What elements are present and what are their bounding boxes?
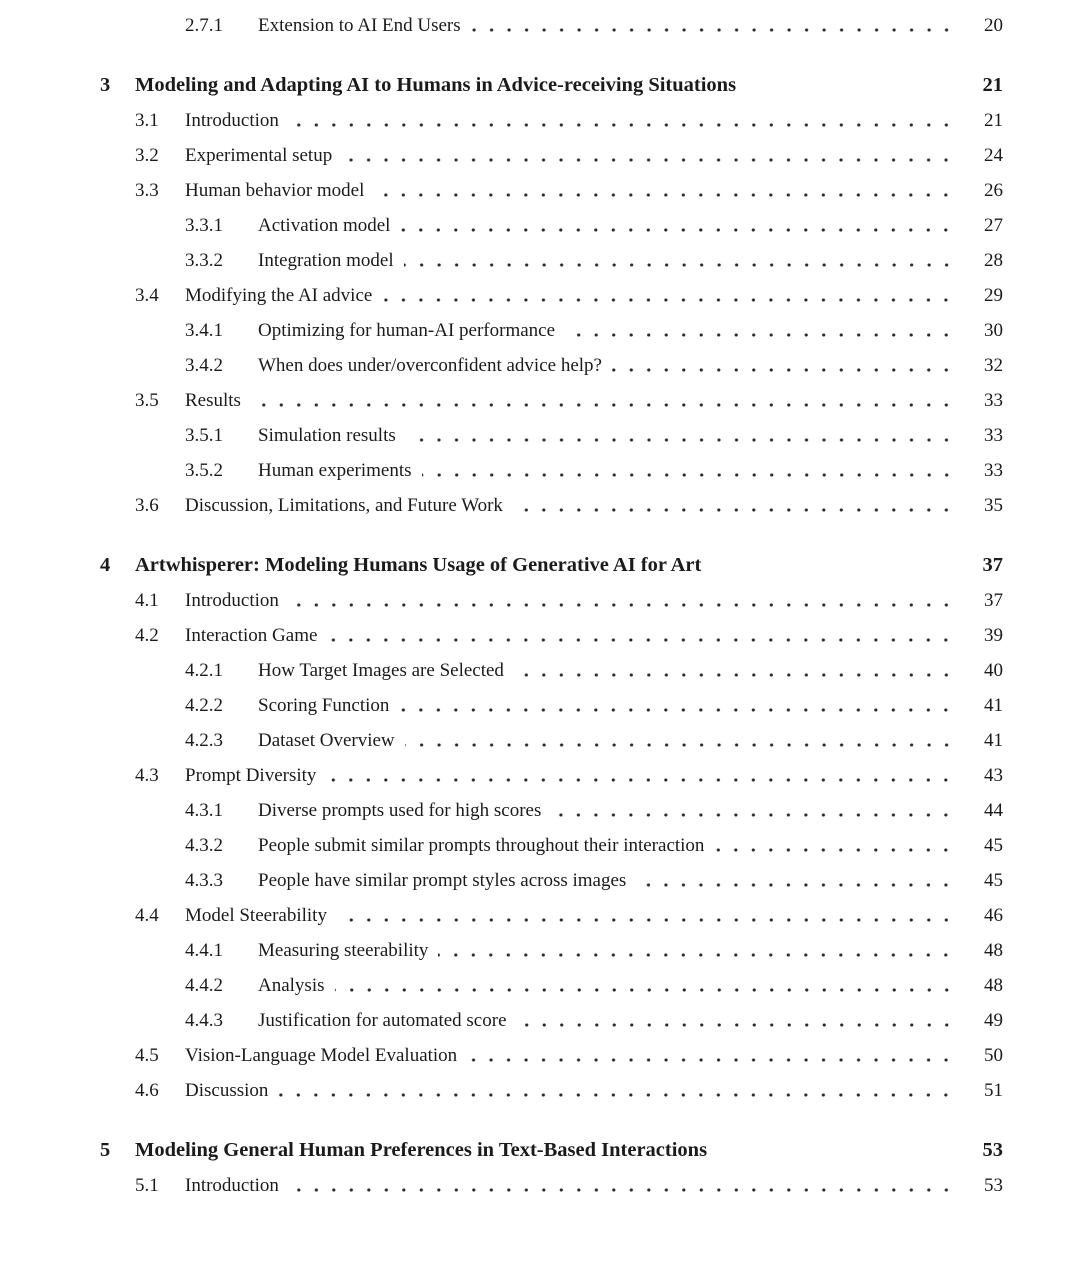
toc-entry xyxy=(100,583,1003,618)
dot-leader xyxy=(326,778,955,782)
entry-title: Measuring steerability xyxy=(258,940,429,961)
entry-title: Model Steerability xyxy=(185,905,327,926)
toc-entry xyxy=(100,933,1003,968)
dot-leader xyxy=(289,123,955,127)
entry-page: 30 xyxy=(984,320,1003,341)
entry-page: 40 xyxy=(984,660,1003,681)
entry-title: Dataset Overview xyxy=(258,730,395,751)
entry-page: 33 xyxy=(984,425,1003,446)
toc-entry xyxy=(100,418,1003,453)
entry-page: 33 xyxy=(984,460,1003,481)
dot-leader xyxy=(714,848,955,852)
entry-number: 4.3.1 xyxy=(185,800,223,821)
toc-entry xyxy=(100,758,1003,793)
entry-title: Modeling General Human Preferences in Text-Based Interactions xyxy=(135,1139,708,1161)
entry-title: Scoring Function xyxy=(258,695,390,716)
dot-leader xyxy=(565,333,955,337)
toc-entry xyxy=(100,898,1003,933)
entry-number: 3.3.1 xyxy=(185,215,223,236)
entry-page: 37 xyxy=(984,590,1003,611)
toc-entry xyxy=(100,723,1003,758)
entry-page: 39 xyxy=(984,625,1003,646)
toc-entry xyxy=(100,383,1003,418)
toc-entry xyxy=(100,348,1003,383)
entry-number: 4.1 xyxy=(135,590,159,611)
entry-number: 4 xyxy=(100,554,111,576)
toc-entry xyxy=(100,173,1003,208)
entry-page: 37 xyxy=(982,554,1003,576)
entry-number: 5.1 xyxy=(135,1175,159,1196)
dot-leader xyxy=(289,603,955,607)
entry-title: People have similar prompt styles across images xyxy=(258,870,627,891)
entry-title: Experimental setup xyxy=(185,145,333,166)
toc-entry xyxy=(100,688,1003,723)
toc-entry xyxy=(100,548,1003,583)
dot-leader xyxy=(374,193,955,197)
entry-number: 3.1 xyxy=(135,110,159,131)
entry-title: Introduction xyxy=(185,1175,279,1196)
entry-page: 33 xyxy=(984,390,1003,411)
entry-title: Activation model xyxy=(258,215,391,236)
toc-entry xyxy=(100,618,1003,653)
entry-page: 53 xyxy=(982,1139,1003,1161)
entry-title: Simulation results xyxy=(258,425,396,446)
entry-title: Integration model xyxy=(258,250,394,271)
entry-page: 20 xyxy=(984,15,1003,36)
dot-leader xyxy=(327,638,955,642)
entry-title: Introduction xyxy=(185,590,279,611)
entry-number: 3 xyxy=(100,74,111,96)
entry-page: 48 xyxy=(984,975,1003,996)
entry-number: 3.5.1 xyxy=(185,425,223,446)
entry-title: Interaction Game xyxy=(185,625,318,646)
entry-number: 4.4 xyxy=(135,905,159,926)
dot-leader xyxy=(289,1188,955,1192)
entry-title: Discussion, Limitations, and Future Work xyxy=(185,495,503,516)
entry-title: How Target Images are Selected xyxy=(258,660,504,681)
entry-page: 53 xyxy=(984,1175,1003,1196)
entry-title: Analysis xyxy=(258,975,325,996)
dot-leader xyxy=(636,883,955,887)
entry-title: Discussion xyxy=(185,1080,269,1101)
toc-entry xyxy=(100,828,1003,863)
toc-entry xyxy=(100,1168,1003,1203)
dot-leader xyxy=(517,1023,955,1027)
entry-number: 3.4.2 xyxy=(185,355,223,376)
entry-title: Results xyxy=(185,390,241,411)
toc-entry xyxy=(100,1133,1003,1168)
entry-number: 4.3.2 xyxy=(185,835,223,856)
entry-page: 45 xyxy=(984,835,1003,856)
entry-title: Diverse prompts used for high scores xyxy=(258,800,542,821)
dot-leader xyxy=(251,403,955,407)
entry-page: 45 xyxy=(984,870,1003,891)
entry-page: 32 xyxy=(984,355,1003,376)
entry-title: Human behavior model xyxy=(185,180,365,201)
entry-title: Vision-Language Model Evaluation xyxy=(185,1045,458,1066)
entry-title: Artwhisperer: Modeling Humans Usage of Generative AI for Art xyxy=(135,554,702,576)
entry-page: 35 xyxy=(984,495,1003,516)
toc-entry xyxy=(100,243,1003,278)
entry-number: 3.6 xyxy=(135,495,159,516)
toc-entry xyxy=(100,453,1003,488)
entry-title: When does under/overconfident advice help? xyxy=(258,355,602,376)
toc-entry xyxy=(100,1038,1003,1073)
entry-page: 21 xyxy=(982,74,1003,96)
toc-entry xyxy=(100,68,1003,103)
dot-leader xyxy=(514,673,955,677)
entry-page: 28 xyxy=(984,250,1003,271)
toc-entry xyxy=(100,653,1003,688)
entry-page: 26 xyxy=(984,180,1003,201)
dot-leader xyxy=(551,813,955,817)
toc-entry xyxy=(100,1003,1003,1038)
entry-title: Extension to AI End Users xyxy=(258,15,461,36)
entry-title: Prompt Diversity xyxy=(185,765,317,786)
toc-entry xyxy=(100,793,1003,828)
entry-title: Modifying the AI advice xyxy=(185,285,373,306)
entry-number: 3.3.2 xyxy=(185,250,223,271)
dot-leader xyxy=(422,473,955,477)
entry-number: 4.2.3 xyxy=(185,730,223,751)
entry-page: 41 xyxy=(984,730,1003,751)
toc-entry xyxy=(100,1073,1003,1108)
entry-page: 43 xyxy=(984,765,1003,786)
entry-number: 4.4.2 xyxy=(185,975,223,996)
dot-leader xyxy=(438,953,955,957)
dot-leader xyxy=(404,263,955,267)
toc-entry xyxy=(100,863,1003,898)
entry-page: 51 xyxy=(984,1080,1003,1101)
entry-number: 4.2 xyxy=(135,625,159,646)
entry-title: People submit similar prompts throughout their interaction xyxy=(258,835,705,856)
entry-number: 4.3.3 xyxy=(185,870,223,891)
entry-number: 4.4.1 xyxy=(185,940,223,961)
dot-leader xyxy=(400,228,955,232)
dot-leader xyxy=(717,1153,955,1157)
entry-number: 4.6 xyxy=(135,1080,159,1101)
entry-page: 48 xyxy=(984,940,1003,961)
dot-leader xyxy=(382,298,955,302)
dot-leader xyxy=(337,918,955,922)
dot-leader xyxy=(746,88,955,92)
toc-entry xyxy=(100,8,1003,43)
entry-page: 41 xyxy=(984,695,1003,716)
toc-entry xyxy=(100,103,1003,138)
dot-leader xyxy=(335,988,956,992)
entry-number: 4.2.2 xyxy=(185,695,223,716)
entry-number: 4.3 xyxy=(135,765,159,786)
toc-entry xyxy=(100,208,1003,243)
dot-leader xyxy=(467,1058,955,1062)
dot-leader xyxy=(612,368,955,372)
entry-number: 2.7.1 xyxy=(185,15,223,36)
dot-leader xyxy=(399,708,955,712)
dot-leader xyxy=(406,438,955,442)
entry-title: Justification for automated score xyxy=(258,1010,507,1031)
toc-entry xyxy=(100,313,1003,348)
dot-leader xyxy=(342,158,955,162)
dot-leader xyxy=(405,743,955,747)
entry-number: 3.4 xyxy=(135,285,159,306)
entry-number: 3.3 xyxy=(135,180,159,201)
entry-number: 3.5.2 xyxy=(185,460,223,481)
entry-number: 4.4.3 xyxy=(185,1010,223,1031)
toc-entry xyxy=(100,488,1003,523)
entry-page: 29 xyxy=(984,285,1003,306)
entry-title: Introduction xyxy=(185,110,279,131)
entry-page: 46 xyxy=(984,905,1003,926)
entry-number: 4.5 xyxy=(135,1045,159,1066)
dot-leader xyxy=(711,568,955,572)
entry-number: 3.4.1 xyxy=(185,320,223,341)
toc-list xyxy=(100,8,1003,1203)
entry-title: Human experiments xyxy=(258,460,412,481)
toc-entry xyxy=(100,138,1003,173)
entry-page: 49 xyxy=(984,1010,1003,1031)
entry-title: Modeling and Adapting AI to Humans in Advice-receiving Situations xyxy=(135,74,737,96)
entry-number: 3.5 xyxy=(135,390,159,411)
dot-leader xyxy=(513,508,955,512)
entry-number: 4.2.1 xyxy=(185,660,223,681)
toc-entry xyxy=(100,968,1003,1003)
entry-title: Optimizing for human-AI performance xyxy=(258,320,556,341)
entry-page: 21 xyxy=(984,110,1003,131)
entry-page: 44 xyxy=(984,800,1003,821)
entry-page: 24 xyxy=(984,145,1003,166)
entry-page: 50 xyxy=(984,1045,1003,1066)
dot-leader xyxy=(471,28,955,32)
entry-page: 27 xyxy=(984,215,1003,236)
dot-leader xyxy=(278,1093,955,1097)
entry-number: 3.2 xyxy=(135,145,159,166)
entry-number: 5 xyxy=(100,1139,111,1161)
toc-entry xyxy=(100,278,1003,313)
